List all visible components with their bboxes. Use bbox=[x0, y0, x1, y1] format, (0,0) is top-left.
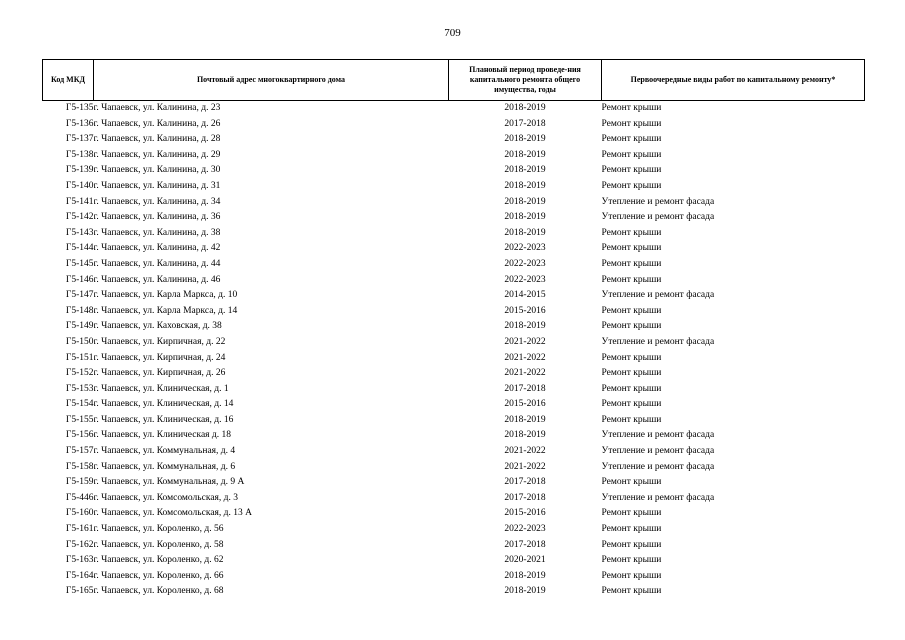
cell-period: 2018-2019 bbox=[504, 586, 546, 597]
table-row bbox=[43, 522, 865, 538]
cell-address: г. Чапаевск, ул. Калинина, д. 34 bbox=[93, 196, 221, 207]
cell-address: г. Чапаевск, ул. Калинина, д. 30 bbox=[93, 165, 221, 176]
table-row bbox=[43, 584, 865, 600]
cell-period: 2022-2023 bbox=[504, 524, 546, 535]
table-row bbox=[43, 273, 865, 289]
cell-code: Г5-165 bbox=[65, 586, 94, 597]
cell-period: 2021-2022 bbox=[504, 336, 546, 347]
table-row bbox=[43, 444, 865, 460]
cell-address: г. Чапаевск, ул. Короленко, д. 68 bbox=[93, 586, 224, 597]
cell-period: 2018-2019 bbox=[504, 103, 546, 113]
cell-works: Ремонт крыши bbox=[601, 524, 662, 535]
cell-address: г. Чапаевск, ул. Кирпичная, д. 22 bbox=[93, 336, 226, 347]
cell-code: Г5-157 bbox=[65, 446, 94, 457]
header-code: Код МКД bbox=[43, 60, 94, 101]
table-row bbox=[43, 553, 865, 569]
header-works: Первоочередные виды работ по капитальному ремонту* bbox=[602, 60, 865, 101]
cell-works: Ремонт крыши bbox=[601, 321, 662, 332]
cell-period: 2018-2019 bbox=[504, 414, 546, 425]
cell-code: Г5-150 bbox=[65, 336, 94, 347]
cell-code: Г5-135 bbox=[65, 103, 94, 113]
table-row bbox=[43, 491, 865, 507]
cell-code: Г5-149 bbox=[65, 321, 94, 332]
cell-code: Г5-163 bbox=[65, 555, 94, 566]
table-row bbox=[43, 413, 865, 429]
table-row bbox=[43, 460, 865, 476]
table-row bbox=[43, 506, 865, 522]
cell-period: 2018-2019 bbox=[504, 430, 546, 441]
cell-address: г. Чапаевск, ул. Клиническая, д. 16 bbox=[93, 414, 234, 425]
table-row bbox=[43, 475, 865, 491]
cell-code: Г5-164 bbox=[65, 570, 94, 581]
table-row bbox=[43, 241, 865, 257]
cell-works: Ремонт крыши bbox=[601, 570, 662, 581]
table-row bbox=[43, 117, 865, 133]
cell-address: г. Чапаевск, ул. Калинина, д. 28 bbox=[93, 134, 221, 145]
cell-address: г. Чапаевск, ул. Калинина, д. 26 bbox=[93, 118, 221, 129]
cell-works: Ремонт крыши bbox=[601, 165, 662, 176]
cell-works: Ремонт крыши bbox=[601, 368, 662, 379]
table-row bbox=[43, 132, 865, 148]
cell-address: г. Чапаевск, ул. Клиническая, д. 1 bbox=[93, 383, 229, 394]
cell-address: г. Чапаевск, ул. Каховская, д. 38 bbox=[93, 321, 222, 332]
cell-address: г. Чапаевск, ул. Клиническая д. 18 bbox=[93, 430, 231, 441]
cell-works: Ремонт крыши bbox=[601, 134, 662, 145]
cell-address: г. Чапаевск, ул. Комсомольская, д. 13 А bbox=[93, 508, 252, 519]
table-row bbox=[43, 210, 865, 226]
header-address: Почтовый адрес многоквартирного дома bbox=[94, 60, 449, 101]
cell-works: Ремонт крыши bbox=[601, 414, 662, 425]
cell-code: Г5-141 bbox=[65, 196, 94, 207]
cell-period: 2018-2019 bbox=[504, 149, 546, 160]
table-row bbox=[43, 288, 865, 304]
cell-period: 2017-2018 bbox=[504, 118, 546, 129]
cell-code: Г5-156 bbox=[65, 430, 94, 441]
cell-period: 2015-2016 bbox=[504, 508, 546, 519]
cell-period: 2021-2022 bbox=[504, 446, 546, 457]
cell-works: Ремонт крыши bbox=[601, 477, 662, 488]
cell-works: Утепление и ремонт фасада bbox=[601, 212, 715, 223]
table-row bbox=[43, 195, 865, 211]
cell-address: г. Чапаевск, ул. Короленко, д. 56 bbox=[93, 524, 224, 535]
cell-period: 2018-2019 bbox=[504, 134, 546, 145]
cell-works: Ремонт крыши bbox=[601, 258, 662, 269]
cell-period: 2022-2023 bbox=[504, 258, 546, 269]
cell-works: Утепление и ремонт фасада bbox=[601, 336, 715, 347]
cell-period: 2017-2018 bbox=[504, 477, 546, 488]
cell-address: г. Чапаевск, ул. Коммунальная, д. 6 bbox=[93, 461, 236, 472]
cell-address: г. Чапаевск, ул. Калинина, д. 42 bbox=[93, 243, 221, 254]
cell-address: г. Чапаевск, ул. Комсомольская, д. 3 bbox=[93, 492, 238, 503]
cell-code: Г5-160 bbox=[65, 508, 94, 519]
cell-period: 2017-2018 bbox=[504, 539, 546, 550]
cell-works: Ремонт крыши bbox=[601, 508, 662, 519]
table-row bbox=[43, 538, 865, 554]
page-number: 709 bbox=[444, 27, 461, 39]
cell-period: 2014-2015 bbox=[504, 290, 546, 301]
cell-works: Утепление и ремонт фасада bbox=[601, 290, 715, 301]
cell-period: 2018-2019 bbox=[504, 165, 546, 176]
cell-address: г. Чапаевск, ул. Короленко, д. 66 bbox=[93, 570, 224, 581]
cell-code: Г5-145 bbox=[65, 258, 94, 269]
cell-period: 2018-2019 bbox=[504, 570, 546, 581]
table-row bbox=[43, 335, 865, 351]
cell-address: г. Чапаевск, ул. Кирпичная, д. 24 bbox=[93, 352, 226, 363]
cell-period: 2018-2019 bbox=[504, 212, 546, 223]
cell-code: Г5-154 bbox=[65, 399, 94, 410]
cell-period: 2017-2018 bbox=[504, 492, 546, 503]
cell-works: Ремонт крыши bbox=[601, 149, 662, 160]
cell-code: Г5-161 bbox=[65, 524, 94, 535]
cell-address: г. Чапаевск, ул. Калинина, д. 36 bbox=[93, 212, 221, 223]
cell-period: 2022-2023 bbox=[504, 243, 546, 254]
header-period: Плановый период проведе-ния капитального ремонта общего имущества, годы bbox=[449, 60, 602, 101]
cell-code: Г5-142 bbox=[65, 212, 94, 223]
cell-works: Ремонт крыши bbox=[601, 399, 662, 410]
cell-period: 2021-2022 bbox=[504, 368, 546, 379]
cell-works: Ремонт крыши bbox=[601, 305, 662, 316]
cell-period: 2018-2019 bbox=[504, 180, 546, 191]
cell-code: Г5-138 bbox=[65, 149, 94, 160]
cell-works: Ремонт крыши bbox=[601, 352, 662, 363]
cell-code: Г5-153 bbox=[65, 383, 94, 394]
cell-code: Г5-162 bbox=[65, 539, 94, 550]
cell-address: г. Чапаевск, ул. Калинина, д. 46 bbox=[93, 274, 221, 285]
table-row bbox=[43, 179, 865, 195]
table-row bbox=[43, 397, 865, 413]
cell-works: Ремонт крыши bbox=[601, 586, 662, 597]
cell-period: 2022-2023 bbox=[504, 274, 546, 285]
cell-works: Ремонт крыши bbox=[601, 555, 662, 566]
cell-period: 2015-2016 bbox=[504, 305, 546, 316]
cell-code: Г5-147 bbox=[65, 290, 94, 301]
cell-code: Г5-143 bbox=[65, 227, 94, 238]
cell-code: Г5-159 bbox=[65, 477, 94, 488]
cell-period: 2021-2022 bbox=[504, 461, 546, 472]
cell-works: Ремонт крыши bbox=[601, 274, 662, 285]
cell-address: г. Чапаевск, ул. Карла Маркса, д. 10 bbox=[93, 290, 238, 301]
cell-works: Ремонт крыши bbox=[601, 180, 662, 191]
cell-code: Г5-446 bbox=[65, 492, 94, 503]
cell-works: Ремонт крыши bbox=[601, 243, 662, 254]
cell-works: Ремонт крыши bbox=[601, 539, 662, 550]
cell-works: Утепление и ремонт фасада bbox=[601, 430, 715, 441]
cell-works: Утепление и ремонт фасада bbox=[601, 492, 715, 503]
table-row bbox=[43, 304, 865, 320]
cell-works: Ремонт крыши bbox=[601, 227, 662, 238]
cell-code: Г5-152 bbox=[65, 368, 94, 379]
table-body bbox=[43, 101, 865, 601]
cell-address: г. Чапаевск, ул. Короленко, д. 62 bbox=[93, 555, 224, 566]
table-row bbox=[43, 163, 865, 179]
cell-code: Г5-151 bbox=[65, 352, 94, 363]
cell-works: Утепление и ремонт фасада bbox=[601, 461, 715, 472]
table-row bbox=[43, 428, 865, 444]
cell-period: 2020-2021 bbox=[504, 555, 546, 566]
table-row bbox=[43, 366, 865, 382]
table-row bbox=[43, 319, 865, 335]
cell-code: Г5-146 bbox=[65, 274, 94, 285]
cell-address: г. Чапаевск, ул. Калинина, д. 29 bbox=[93, 149, 221, 160]
cell-works: Утепление и ремонт фасада bbox=[601, 196, 715, 207]
cell-period: 2018-2019 bbox=[504, 196, 546, 207]
table-row bbox=[43, 382, 865, 398]
cell-address: г. Чапаевск, ул. Коммунальная, д. 9 А bbox=[93, 477, 245, 488]
cell-code: Г5-137 bbox=[65, 134, 94, 145]
cell-code: Г5-140 bbox=[65, 180, 94, 191]
cell-code: Г5-139 bbox=[65, 165, 94, 176]
cell-address: г. Чапаевск, ул. Карла Маркса, д. 14 bbox=[93, 305, 238, 316]
cell-address: г. Чапаевск, ул. Кирпичная, д. 26 bbox=[93, 368, 226, 379]
cell-period: 2018-2019 bbox=[504, 321, 546, 332]
table-row bbox=[43, 569, 865, 585]
cell-works: Ремонт крыши bbox=[601, 383, 662, 394]
table-row bbox=[43, 226, 865, 242]
cell-address: г. Чапаевск, ул. Короленко, д. 58 bbox=[93, 539, 224, 550]
table-row bbox=[43, 101, 865, 117]
table-row bbox=[43, 257, 865, 273]
cell-period: 2017-2018 bbox=[504, 383, 546, 394]
cell-code: Г5-158 bbox=[65, 461, 94, 472]
cell-code: Г5-155 bbox=[65, 414, 94, 425]
cell-works: Ремонт крыши bbox=[601, 118, 662, 129]
cell-address: г. Чапаевск, ул. Калинина, д. 23 bbox=[93, 103, 221, 113]
cell-code: Г5-144 bbox=[65, 243, 94, 254]
table-row bbox=[43, 148, 865, 164]
cell-period: 2021-2022 bbox=[504, 352, 546, 363]
cell-works: Ремонт крыши bbox=[601, 103, 662, 113]
cell-address: г. Чапаевск, ул. Коммунальная, д. 4 bbox=[93, 446, 236, 457]
cell-code: Г5-136 bbox=[65, 118, 94, 129]
cell-period: 2015-2016 bbox=[504, 399, 546, 410]
cell-address: г. Чапаевск, ул. Калинина, д. 38 bbox=[93, 227, 221, 238]
repair-schedule-table bbox=[42, 59, 865, 600]
cell-period: 2018-2019 bbox=[504, 227, 546, 238]
cell-address: г. Чапаевск, ул. Калинина, д. 31 bbox=[93, 180, 221, 191]
cell-works: Утепление и ремонт фасада bbox=[601, 446, 715, 457]
cell-address: г. Чапаевск, ул. Клиническая, д. 14 bbox=[93, 399, 234, 410]
cell-code: Г5-148 bbox=[65, 305, 94, 316]
table-header-row bbox=[43, 60, 865, 101]
cell-address: г. Чапаевск, ул. Калинина, д. 44 bbox=[93, 258, 221, 269]
table-row bbox=[43, 351, 865, 367]
